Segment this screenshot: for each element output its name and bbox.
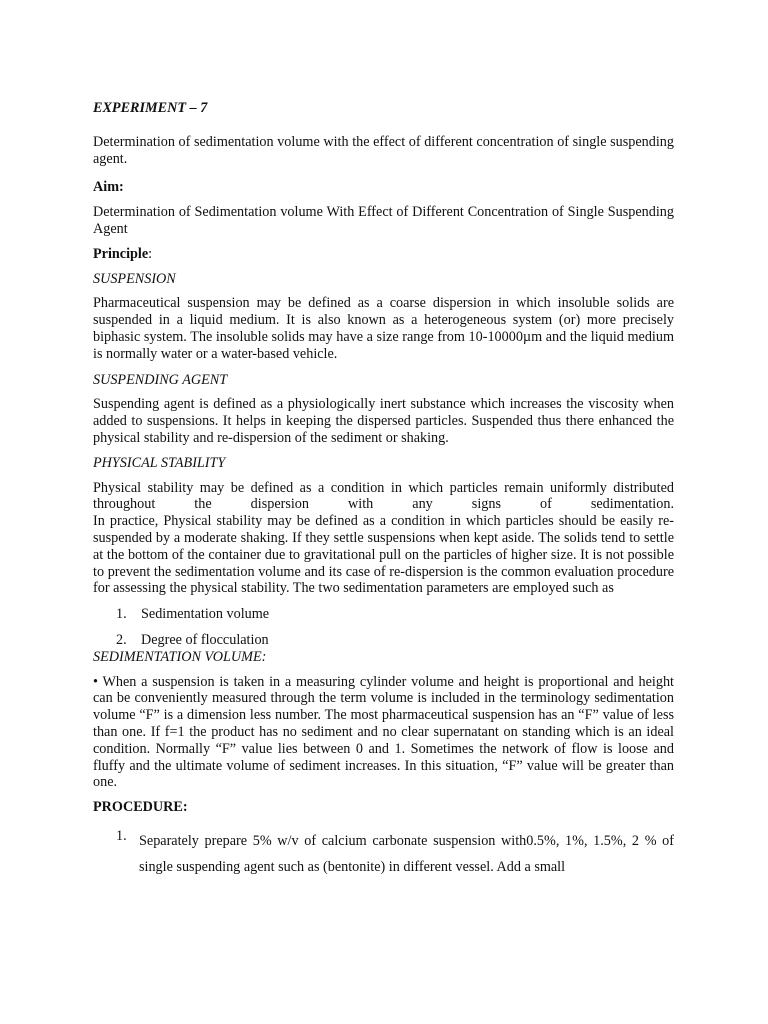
principle-label: Principle bbox=[93, 245, 149, 262]
suspension-heading: SUSPENSION bbox=[93, 270, 176, 287]
aim-paragraph: Determination of Sedimentation volume With Effect of Different Concentration of Single Suspending Agent bbox=[93, 204, 674, 237]
sedimentation-volume-heading: SEDIMENTATION VOLUME: bbox=[93, 648, 267, 665]
list-item-number: 1. bbox=[116, 606, 127, 623]
procedure-list bbox=[93, 828, 674, 880]
aim-heading: Aim: bbox=[93, 179, 124, 196]
document-page bbox=[93, 100, 674, 880]
list-item bbox=[93, 632, 674, 649]
sedimentation-volume-paragraph: • When a suspension is taken in a measuring cylinder volume and height is proportional and height can be conveniently measured through the term volume is included in the terminology sedimentation volume “F” is a dimension less number. The most pharmaceutical suspension has an “F” value of less than one. If f=1 the product has no sediment and no clear supernatant on standing which is an ideal condition. Normally “F” value lies between 0 and 1. Sometimes the network of flow is loose and fluffy and the ultimate volume of sediment increases. In this situation, “F” value will be greater than one. bbox=[93, 673, 674, 791]
intro-paragraph: Determination of sedimentation volume with the effect of different concentration of single suspending agent. bbox=[93, 133, 674, 167]
physical-stability-paragraph-1: Physical stability may be defined as a condition in which particles remain uniformly distributed throughout the dispersion with any signs of sedimentation. bbox=[93, 479, 674, 513]
list-item-text: Separately prepare 5% w/v of calcium carbonate suspension with0.5%, 1%, 1.5%, 2 % of single suspending agent such as (bentonite) in different vessel. Add a small bbox=[139, 832, 674, 875]
parameters-list bbox=[93, 606, 674, 649]
suspending-agent-paragraph: Suspending agent is defined as a physiologically inert substance which increases the viscosity when added to suspensions. It helps in keeping the dispersed particles. Suspended thus there enhanced the physical stability and re-dispersion of the sediment or shaking. bbox=[93, 396, 674, 446]
procedure-heading: PROCEDURE: bbox=[93, 799, 188, 816]
list-item bbox=[93, 828, 674, 880]
physical-stability-paragraph-2: In practice, Physical stability may be defined as a condition in which particles should be easily re- suspended by a moderate shaking. If they settle suspensions when kept aside. The solids tend to settle at the bottom of the container due to gravitational pull on the particles of higher size. It is not possible to prevent the sedimentation volume and its case of re-dispersion is the common evaluation procedure for assessing the physical stability. The two sedimentation parameters are employed such as bbox=[93, 513, 674, 597]
list-item-number: 2. bbox=[116, 631, 127, 648]
suspending-agent-heading: SUSPENDING AGENT bbox=[93, 371, 228, 388]
physical-stability-heading: PHYSICAL STABILITY bbox=[93, 454, 226, 471]
experiment-title: EXPERIMENT – 7 bbox=[93, 100, 208, 116]
list-item-number: 1. bbox=[116, 827, 127, 844]
list-item bbox=[93, 606, 674, 623]
principle-colon: : bbox=[148, 245, 153, 262]
list-item-text: Sedimentation volume bbox=[141, 606, 270, 623]
list-item-text: Degree of flocculation bbox=[141, 631, 269, 648]
suspension-paragraph: Pharmaceutical suspension may be defined as a coarse dispersion in which insoluble solids are suspended in a liquid medium. It is also known as a heterogeneous system (or) more precisely biphasic system. The insoluble solids may have a size range from 10-10000µm and the liquid medium is normally water or a water-based vehicle. bbox=[93, 295, 674, 362]
principle-heading bbox=[93, 246, 674, 263]
